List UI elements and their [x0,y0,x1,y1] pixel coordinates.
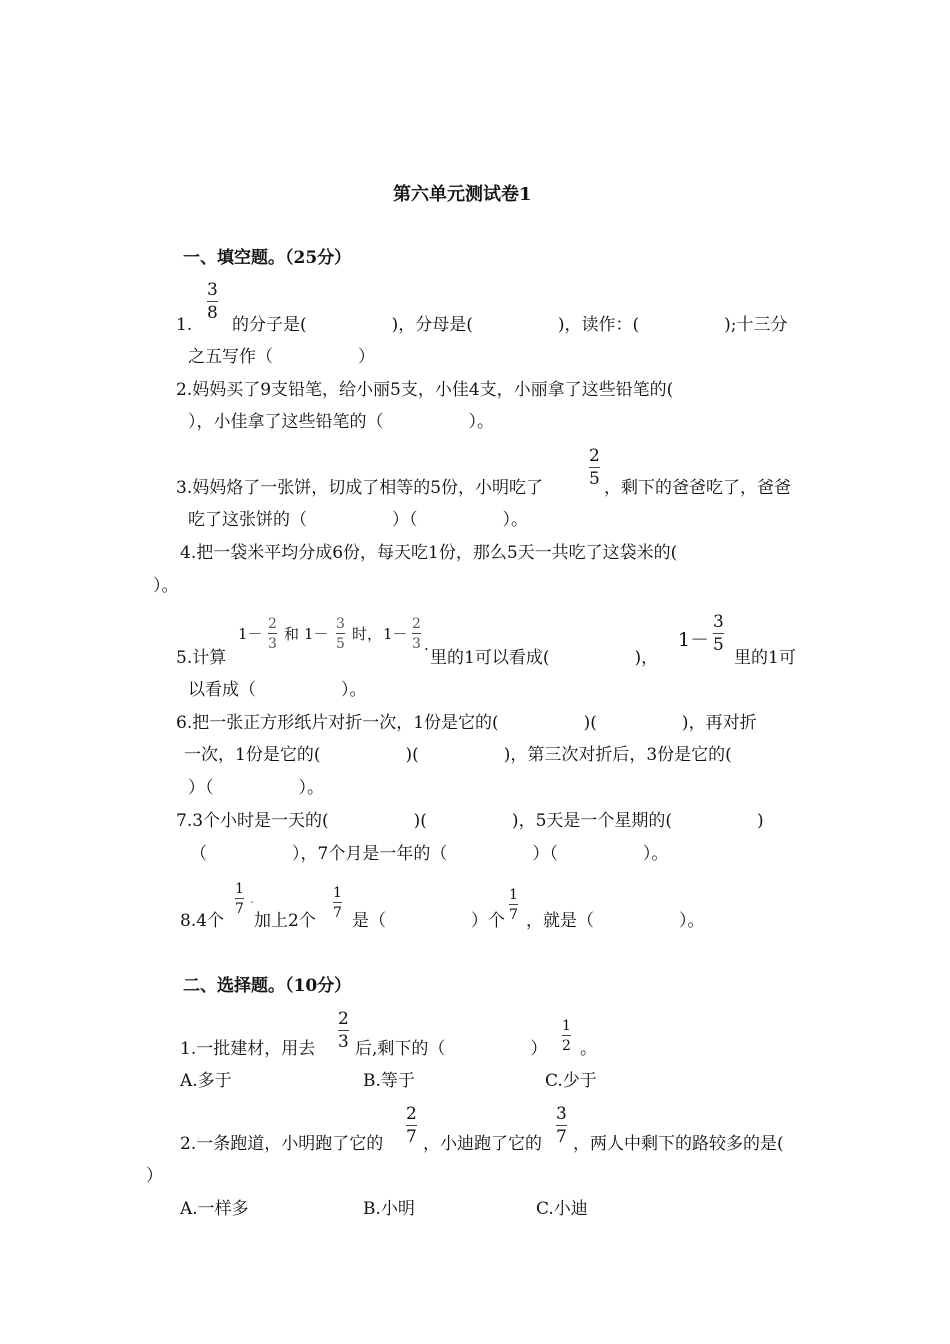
fraction-2-5 [589,448,600,488]
fraction-2-3-a [268,617,277,651]
numerator: 1 [562,1018,571,1034]
q8-dot: . [250,892,254,906]
question-5-calc: 5.计算 [176,648,227,668]
question-4-line2: ）。 [153,576,179,596]
fraction-1-7-b [333,886,342,920]
question-1-line1: 的分子是( )，分母是( )，读作：( );十三分 [232,315,788,335]
choice-1-a: 1.一批建材，用去 [180,1039,316,1059]
choice-1-option-a[interactable]: A.多于 [180,1071,232,1091]
question-4-line1: 4.把一袋米平均分成6份，每天吃1份，那么5天一共吃了这袋米的( [180,543,678,563]
page-title: 第六单元测试卷1 [393,184,532,205]
choice-1-b: 后,剩下的（ ） [355,1039,548,1059]
q5-expr-one-a: 1－ [238,625,263,643]
choice-1-c: 。 [580,1039,597,1059]
question-8-c: 是（ ）个 [352,911,505,931]
denominator: 5 [589,469,600,489]
fraction-bar [268,633,277,634]
fraction-bar [713,633,724,634]
fraction-bar [556,1125,567,1126]
choice-2-option-b[interactable]: B.小明 [363,1199,415,1219]
fraction-2-3-b [412,617,421,651]
q5-expr-time: 时， [352,625,383,643]
denominator: 3 [268,636,277,652]
choice-2-c: ，两人中剩下的路较多的是( [573,1134,784,1154]
numerator: 3 [336,616,345,632]
denominator: 2 [562,1038,571,1054]
question-3-line1b: ，剩下的爸爸吃了，爸爸 [604,478,791,498]
denominator: 7 [556,1127,567,1147]
question-7-line1: 7.3个小时是一天的( )( )，5天是一个星期的( ) [176,811,764,831]
numerator: 2 [268,616,277,632]
question-8-a: 8.4个 [180,911,225,931]
numerator: 1 [333,885,342,901]
denominator: 5 [336,636,345,652]
fraction-bar [333,902,342,903]
fraction-1-7-a [235,882,244,916]
question-1-line2: 之五写作（ ） [188,347,375,367]
question-5-tail: 里的1可 [734,648,796,668]
denominator: 5 [713,635,724,655]
question-5-one-d: 1－ [678,629,710,651]
q5-expr-and: 和 [284,625,300,643]
question-5-mid: 里的1可以看成( )， [430,648,659,668]
choice-2-line2: ） [146,1166,163,1186]
question-1-number: 1. [176,315,193,335]
fraction-bar [406,1125,417,1126]
numerator: 2 [338,1009,349,1029]
choice-2-b: ，小迪跑了它的 [423,1134,542,1154]
numerator: 3 [207,280,218,300]
fraction-1-2 [562,1019,571,1053]
question-6-line1: 6.把一张正方形纸片对折一次，1份是它的( )( )，再对折 [176,713,757,733]
fraction-3-5-a [336,617,345,651]
denominator: 7 [235,901,244,917]
denominator: 3 [412,636,421,652]
question-3-line1a: 3.妈妈烙了一张饼，切成了相等的5份，小明吃了 [176,478,544,498]
fraction-bar [509,904,518,905]
fraction-2-7 [406,1106,417,1146]
fraction-1-7-c [509,888,518,922]
q5-expr-one-b: 1－ [304,625,329,643]
question-8-d: ，就是（ ）。 [526,911,705,931]
fraction-2-3-c [338,1011,349,1051]
question-2-line1: 2.妈妈买了9支铅笔，给小丽5支，小佳4支，小丽拿了这些铅笔的( [176,380,674,400]
choice-1-option-c[interactable]: C.少于 [545,1071,597,1091]
fraction-bar [336,633,345,634]
fraction-bar [412,633,421,634]
fraction-bar [589,467,600,468]
question-7-line2: （ ），7个月是一年的（ ）（ ）。 [190,844,669,864]
fraction-bar [207,301,218,302]
choice-2-option-a[interactable]: A.一样多 [180,1199,249,1219]
denominator: 8 [207,303,218,323]
choice-2-a: 2.一条跑道，小明跑了它的 [180,1134,384,1154]
fraction-bar [235,898,244,899]
numerator: 2 [412,616,421,632]
denominator: 3 [338,1032,349,1052]
numerator: 2 [406,1104,417,1124]
numerator: 1 [235,881,244,897]
question-6-line3: ）（ ）。 [188,778,324,798]
question-8-b: 加上2个 [254,911,316,931]
fraction-3-7 [556,1106,567,1146]
question-3-line2: 吃了这张饼的（ ）（ ）。 [188,510,528,530]
numerator: 2 [589,446,600,466]
fraction-3-8 [207,282,218,322]
q5-expr-one-c: 1－ [383,625,408,643]
numerator: 3 [713,612,724,632]
denominator: 7 [509,907,518,923]
section-heading-fill-in: 一、填空题。（25分） [183,248,352,268]
section-heading-choice: 二、选择题。（10分） [183,976,352,996]
choice-1-option-b[interactable]: B.等于 [363,1071,415,1091]
denominator: 7 [333,905,342,921]
q5-expr-dot: . [424,636,429,654]
question-2-line2: ），小佳拿了这些铅笔的（ ）。 [188,412,494,432]
denominator: 7 [406,1127,417,1147]
numerator: 1 [509,887,518,903]
numerator: 3 [556,1104,567,1124]
fraction-bar [562,1035,571,1036]
fraction-bar [338,1030,349,1031]
choice-2-option-c[interactable]: C.小迪 [536,1199,588,1219]
fraction-3-5-b [713,614,724,654]
question-6-line2: 一次，1份是它的( )( )，第三次对折后，3份是它的( [184,745,732,765]
question-5-line2: 以看成（ ）。 [188,680,367,700]
